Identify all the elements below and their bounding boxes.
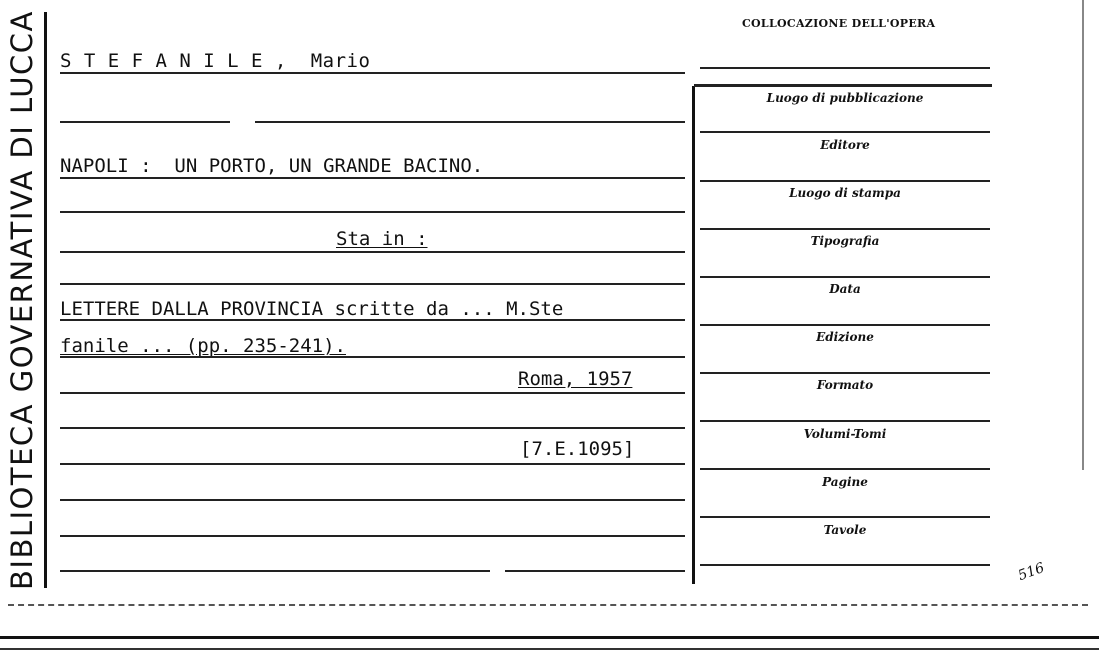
field-rule	[700, 276, 990, 278]
field-label-place: Luogo di pubblicazione	[766, 91, 924, 105]
ruled-line	[60, 211, 685, 213]
source-line-1: LETTERE DALLA PROVINCIA scritte da ... M.Ste	[60, 298, 564, 320]
collocation-header: COLLOCAZIONE DELL'OPERA	[742, 17, 936, 30]
field-rule	[700, 180, 990, 182]
library-name: BIBLIOTECA GOVERNATIVA DI LUCCA	[5, 10, 39, 590]
left-margin-rule	[44, 12, 47, 588]
ruled-line	[60, 283, 685, 285]
field-rule	[700, 131, 990, 133]
ruled-line	[60, 463, 685, 465]
field-label-edition: Edizione	[816, 330, 874, 344]
field-rule	[700, 468, 990, 470]
field-label-volumes: Volumi-Tomi	[803, 427, 887, 441]
place-year: Roma, 1957	[518, 368, 633, 390]
right-edge-rule	[1082, 0, 1084, 470]
field-label-plates: Tavole	[823, 523, 867, 537]
field-rule	[700, 420, 990, 422]
ruled-line	[60, 570, 490, 572]
source-line-2: fanile ... (pp. 235-241).	[60, 335, 346, 357]
ruled-line	[60, 251, 685, 253]
field-rule	[700, 516, 990, 518]
ruled-line	[60, 427, 685, 429]
field-rule	[700, 372, 990, 374]
ruled-line	[505, 570, 685, 572]
field-label-pages: Pagine	[822, 475, 868, 489]
ruled-line	[60, 72, 685, 74]
field-column-rule	[692, 86, 695, 584]
bottom-dashed-edge	[8, 604, 1088, 606]
field-column-top	[694, 84, 992, 87]
ruled-line	[60, 392, 685, 394]
collocation-line	[700, 67, 990, 69]
ruled-line	[60, 121, 230, 123]
ruled-line	[60, 535, 685, 537]
handwritten-mark: 516	[1016, 559, 1047, 585]
ruled-line	[255, 121, 685, 123]
field-label-publisher: Editore	[820, 138, 870, 152]
ruled-line	[60, 177, 685, 179]
shelfmark: [7.E.1095]	[520, 438, 635, 460]
field-label-date: Data	[829, 282, 861, 296]
sta-in-label: Sta in :	[336, 228, 428, 250]
field-rule	[700, 228, 990, 230]
title-entry: NAPOLI : UN PORTO, UN GRANDE BACINO.	[60, 155, 484, 177]
field-rule	[700, 564, 990, 566]
field-label-format: Formato	[816, 378, 874, 392]
field-label-printer: Tipografia	[810, 234, 880, 248]
field-rule	[700, 324, 990, 326]
field-label-print-place: Luogo di stampa	[789, 186, 901, 200]
author-entry: S T E F A N I L E , Mario	[60, 50, 371, 72]
bottom-edge-1	[0, 636, 1099, 639]
ruled-line	[60, 499, 685, 501]
bottom-edge-2	[0, 648, 1099, 650]
